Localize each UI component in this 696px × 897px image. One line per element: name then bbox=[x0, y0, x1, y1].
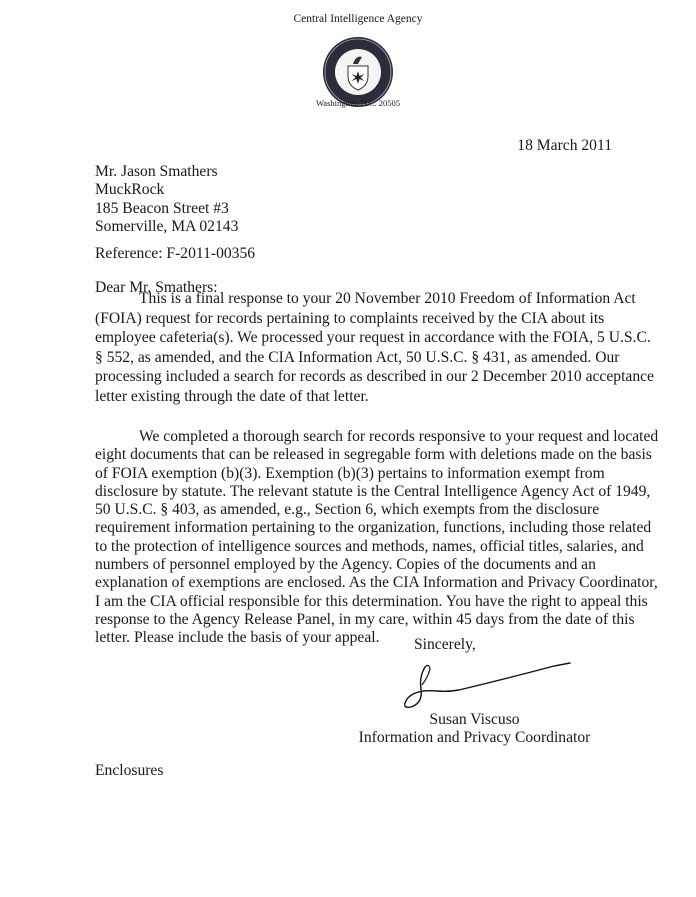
address-line: MuckRock bbox=[95, 181, 165, 199]
paragraph-line: We completed a thorough search for records responsive to your request and located bbox=[139, 428, 659, 445]
paragraph-line: processing included a search for records as described in our 2 December 2010 acceptance bbox=[95, 368, 654, 386]
paragraph-line: This is a final response to your 20 November 2010 Freedom of Information Act bbox=[139, 290, 636, 307]
paragraph-2 bbox=[95, 428, 658, 648]
salutation: Dear Mr. Smathers: bbox=[95, 279, 218, 296]
paragraph-line: numbers of personnel employed by the Agency. Copies of the documents and an bbox=[95, 556, 596, 574]
letterhead-city: Washington, D.C. 20505 bbox=[315, 98, 401, 108]
paragraph-line: (FOIA) request for records pertaining to complaints received by the CIA about its bbox=[95, 309, 605, 327]
paragraph-line: response to the Agency Release Panel, in my care, within 45 days from the date of this bbox=[95, 610, 635, 628]
address-line: Mr. Jason Smathers bbox=[95, 163, 218, 180]
paragraph-line: requirement information pertaining to the organization, functions, including those related bbox=[95, 519, 652, 537]
recipient-address bbox=[95, 163, 238, 236]
paragraph-line: eight documents that can be released in segregable form with deletions made on the basis bbox=[95, 446, 652, 464]
address-line: 185 Beacon Street #3 bbox=[95, 199, 229, 217]
signer-name: Susan Viscuso bbox=[429, 711, 520, 728]
signer-title: Information and Privacy Coordinator bbox=[358, 729, 591, 747]
closing: Sincerely, bbox=[414, 636, 476, 653]
paragraph-line: § 552, as amended, and the CIA Information Act, 50 U.S.C. § 431, as amended. Our bbox=[95, 348, 620, 366]
signature-block bbox=[337, 711, 612, 748]
paragraph-line: I am the CIA official responsible for this determination. You have the right to appeal this bbox=[95, 592, 648, 610]
paragraph-line: of FOIA exemption (b)(3). Exemption (b)(3) pertains to information exempt from bbox=[95, 464, 605, 482]
enclosures-note: Enclosures bbox=[95, 762, 164, 779]
paragraph-line: letter existing through the date of that letter. bbox=[95, 387, 369, 405]
paragraph-line: disclosure by statute. The relevant statute is the Central Intelligence Agency Act of 1949, bbox=[95, 482, 651, 500]
address-line: Somerville, MA 02143 bbox=[95, 217, 239, 235]
paragraph-line: explanation of exemptions are enclosed. As the CIA Information and Privacy Coordinator, bbox=[95, 574, 658, 592]
paragraph-line: 50 U.S.C. § 403, as amended, e.g., Section 6, which exempts from the disclosure bbox=[95, 501, 600, 519]
paragraph-1 bbox=[95, 289, 654, 407]
paragraph-line: to the protection of intelligence sources and methods, names, official titles, salaries, and bbox=[95, 537, 644, 555]
handwritten-signature bbox=[395, 662, 580, 712]
letter-date: 18 March 2011 bbox=[517, 137, 612, 154]
reference-number: Reference: F-2011-00356 bbox=[95, 245, 256, 262]
letterhead-agency-name: Central Intelligence Agency bbox=[293, 13, 423, 25]
paragraph-line: employee cafeteria(s). We processed your request in accordance with the FOIA, 5 U.S.C. bbox=[95, 329, 651, 347]
paragraph-line: letter. Please include the basis of your appeal. bbox=[95, 629, 380, 647]
